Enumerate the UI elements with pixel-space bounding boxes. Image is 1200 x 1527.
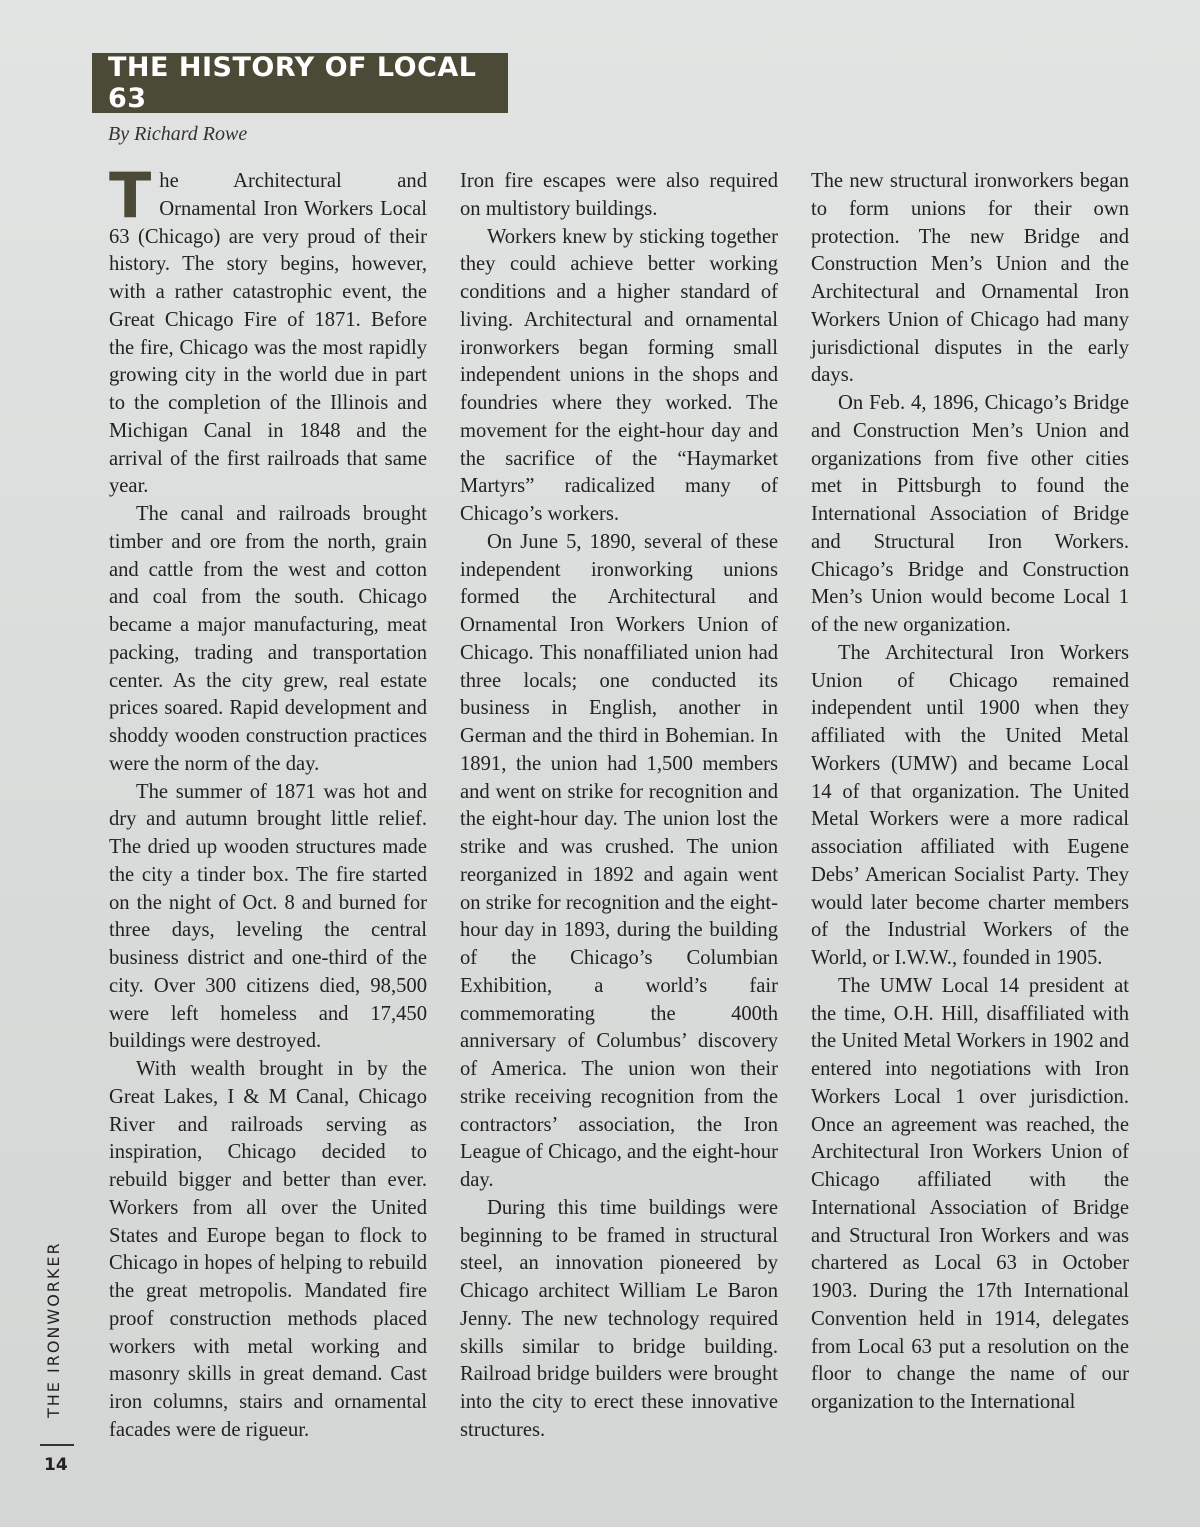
paragraph: On June 5, 1890, several of these independent ironworking unions formed the Architectural and Ornamental Iron Workers Union of Chicago. This nonaffiliated union had three locals; one conducted its business in English, another in German and the third in Bohemian. In 1891, the union had 1,500 members and went on strike for recognition and the eight-hour day. The union lost the strike and was crushed. The union reorganized in 1892 and again went on strike for recognition and the eight-hour day in 1893, during the building of the Chicago’s Columbian Exhibition, a world’s fair commemorating the 400th anniversary of Columbus’ discovery of America. The union won their strike receiving recognition from the contractors’ association, the Iron League of Chicago, and the eight-hour day. — [460, 530, 778, 1191]
article-title-banner — [92, 53, 508, 113]
column-3 — [811, 168, 1129, 1417]
paragraph: During this time buildings were beginning to be framed in structural steel, an innovation pioneered by Chicago architect William Le Baron Jenny. The new technology required skills similar to bridge building. Railroad bridge builders were brought into the city to erect these innovative structures. — [460, 1196, 778, 1441]
column-2 — [460, 168, 778, 1445]
paragraph: The Architectural and Ornamental Iron Workers Local 63 (Chicago) are very proud of their history. The story begins, however, with a rather catastrophic event, the Great Chicago Fire of 1871. Before the fire, Chicago was the most rapidly growing city in the world due in part to the completion of the Illinois and Michigan Canal in 1848 and the arrival of the first railroads that same year. — [109, 159, 427, 498]
paragraph: The UMW Local 14 president at the time, O.H. Hill, disaffiliated with the United Metal Workers in 1902 and entered into negotiations with Iron Workers Local 1 over jurisdiction. Once an agreement was reached, the Architectural Iron Workers Union of Chicago affiliated with the International Association of Bridge and Structural Iron Workers and was chartered as Local 63 in October 1903. During the 17th International Convention held in 1914, delegates from Local 63 put a resolution on the floor to change the name of our organization to the International — [811, 974, 1129, 1413]
column-1 — [109, 159, 427, 1445]
paragraph: Iron fire escapes were also required on multistory buildings. — [460, 170, 778, 220]
paragraph: On Feb. 4, 1896, Chicago’s Bridge and Construction Men’s Union and organizations from five other cities met in Pittsburgh to found the International Association of Bridge and Structural Iron Workers. Chicago’s Bridge and Construction Men’s Union would become Local 1 of the new organization. — [811, 392, 1129, 636]
paragraph: The new structural ironworkers began to form unions for their own protection. The new Bridge and Construction Men’s Union and the Architectural and Ornamental Iron Workers Union of Chicago had many jurisdictional disputes in the early days. — [811, 170, 1129, 387]
page-number: 14 — [44, 1455, 68, 1475]
paragraph: The summer of 1871 was hot and dry and autumn brought little relief. The dried up wooden structures made the city a tinder box. The fire started on the night of Oct. 8 and burned for three days, leveling the central business district and one-third of the city. Over 300 citizens died, 98,500 were left homeless and 17,450 buildings were destroyed. — [109, 780, 427, 1053]
paragraph: Workers knew by sticking together they could achieve better working conditions and a higher standard of living. Architectural and ornamental ironworkers began forming small independent unions in the shops and foundries where they worked. The movement for the eight-hour day and the sacrifice of the “Haymarket Martyrs” radicalized many of Chicago’s workers. — [460, 225, 778, 525]
publication-name: THE IRONWORKER — [44, 1241, 63, 1418]
article-title: THE HISTORY OF LOCAL 63 — [108, 52, 477, 114]
byline: By Richard Rowe — [108, 123, 248, 145]
paragraph: The canal and railroads brought timber and ore from the north, grain and cattle from the west and cotton and coal from the south. Chicago became a major manufacturing, meat packing, trading and transportation center. As the city grew, real estate prices soared. Rapid development and shoddy wooden construction practices were the norm of the day. — [109, 503, 427, 775]
footer-rule — [40, 1444, 74, 1446]
paragraph: The Architectural Iron Workers Union of Chicago remained independent until 1900 when they affiliated with the United Metal Workers (UMW) and became Local 14 of that organization. The United Metal Workers were a more radical association affiliated with Eugene Debs’ American Socialist Party. They would later become charter members of the Industrial Workers of the World, or I.W.W., founded in 1905. — [811, 641, 1129, 969]
paragraph: With wealth brought in by the Great Lakes, I & M Canal, Chicago River and railroads serving as inspiration, Chicago decided to rebuild bigger and better than ever. Workers from all over the United States and Europe began to flock to Chicago in hopes of helping to rebuild the great metropolis. Mandated fire proof construction methods placed workers with metal working and masonry skills in great demand. Cast iron columns, stairs and ornamental facades were de rigueur. — [109, 1058, 427, 1441]
drop-cap: T — [109, 159, 152, 232]
